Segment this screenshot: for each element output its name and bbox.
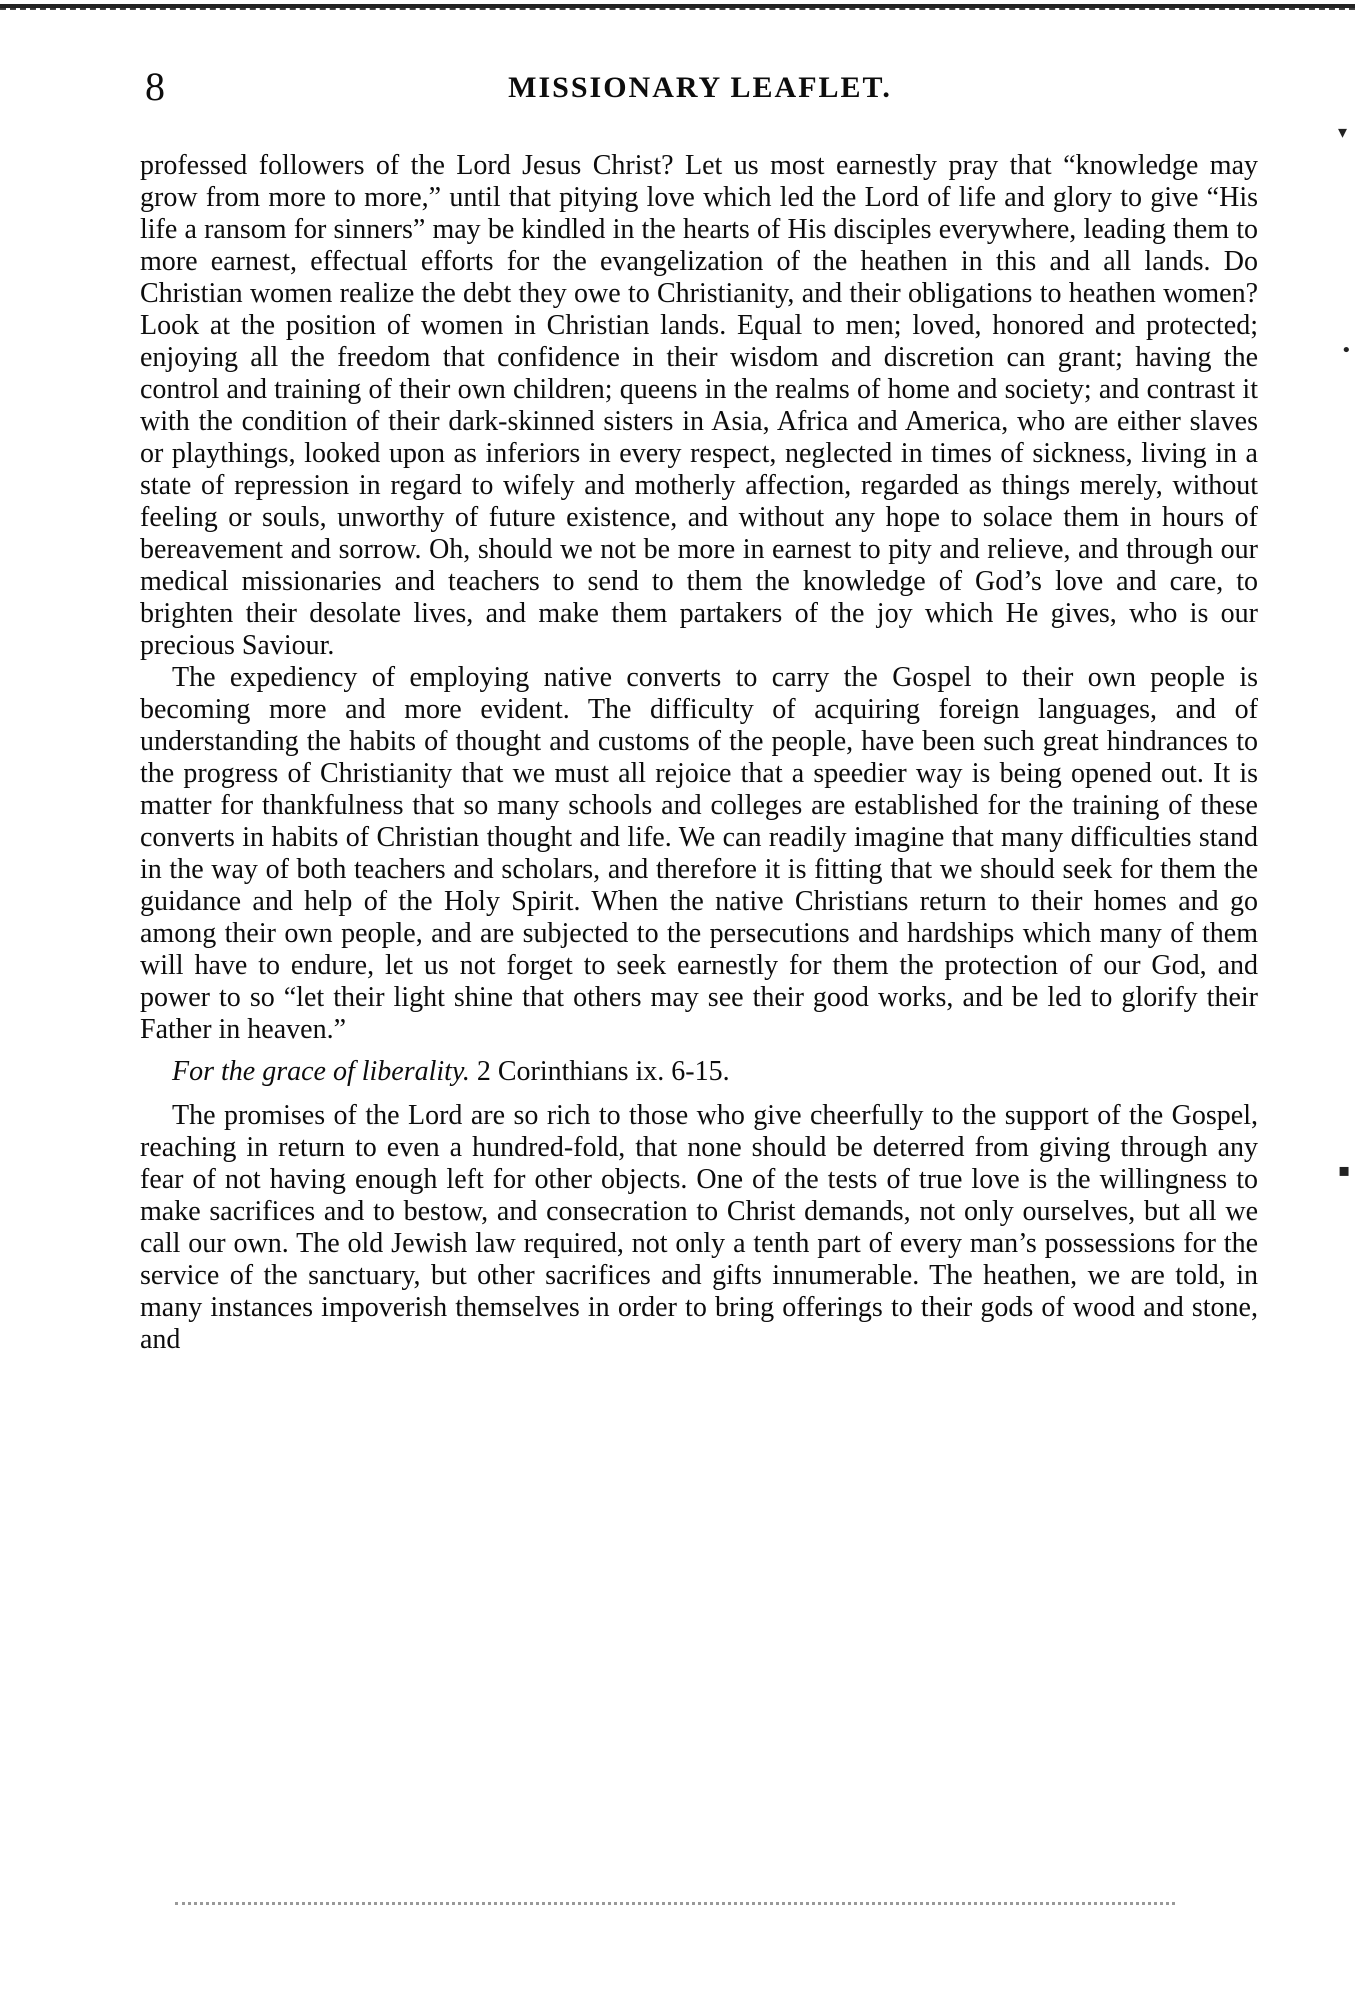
running-head-title: MISSIONARY LEAFLET. [508, 71, 892, 104]
scripture-reference: 2 Corinthians ix. 6-15. [469, 1056, 730, 1087]
bottom-cut-off-line [175, 1902, 1175, 1911]
top-border-rule [0, 4, 1355, 10]
paragraph-native-converts: The expediency of employing native converts to carry the Gospel to their own people is becoming more and more evident. The difficulty of acquiring foreign languages, and of understanding the habits of thought and customs of the people, have been such great hindrances to the progress of Christianity that we must all rejoice that a speedier way is being opened out. It is matter for thankfulness that so many schools and colleges are established for the training of these converts in habits of Christian thought and life. We can readily imagine that many difficulties stand in the way of both teachers and scholars, and therefore it is fitting that we should seek for them the guidance and help of the Holy Spirit. When the native Christians return to their homes and go among their own people, and are subjected to the persecutions and hardships which many of them will have to endure, let us not forget to seek earnestly for them the protection of our God, and power to so “let their light shine that others may see their good works, and be led to glorify their Father in heaven.” [140, 662, 1258, 1045]
paragraph-continuation: professed followers of the Lord Jesus Christ? Let us most earnestly pray that “knowledge may grow from more to more,” until that pitying love which led the Lord of life and glory to give “His life a ransom for sinners” may be kindled in the hearts of His disciples everywhere, leading them to more earnest, effectual efforts for the evangelization of the heathen in this and all lands. Do Christian women realize the debt they owe to Christianity, and their obligations to heathen women? Look at the position of women in Christian lands. Equal to men; loved, honored and protected; enjoying all the freedom that confidence in their wisdom and discretion can grant; having the control and training of their own children; queens in the realms of home and society; and contrast it with the condition of their dark-skinned sisters in Asia, Africa and America, who are either slaves or playthings, looked upon as inferiors in every respect, neglected in times of sickness, living in a state of repression in regard to wifely and motherly affection, regarded as things merely, without feeling or souls, unworthy of future existence, and without any hope to solace them in hours of bereavement and sorrow. Oh, should we not be more in earnest to pity and relieve, and through our medical missionaries and teachers to send to them the knowledge of God’s love and care, to brighten their desolate lives, and make them partakers of the joy which He gives, who is our precious Saviour. [140, 150, 1258, 661]
margin-mark-middle: • [1341, 340, 1352, 361]
paragraph-liberality: The promises of the Lord are so rich to those who give cheerfully to the support of the Gospel, reaching in return to even a hundred-fold, that none should be deterred from giving through any fear of not having enough left for other objects. One of the tests of true love is the willingness to make sacrifices and to bestow, and consecration to Christ demands, not only ourselves, but all we call our own. The old Jewish law required, not only a tenth part of every man’s possessions for the service of the sanctuary, but other sacrifices and gifts innumerable. The heathen, we are told, in many instances impoverish themselves in order to bring offerings to their gods of wood and stone, and [140, 1100, 1258, 1355]
prayer-topic-heading [140, 1056, 1258, 1088]
leaflet-body-text [140, 150, 1258, 1356]
prayer-topic-title: For the grace of liberality. [172, 1056, 470, 1087]
margin-mark-top: ▾ [1338, 122, 1348, 143]
page-header [145, 62, 1255, 112]
margin-mark-lower: ▪ [1338, 1160, 1351, 1181]
page-number: 8 [145, 64, 165, 109]
